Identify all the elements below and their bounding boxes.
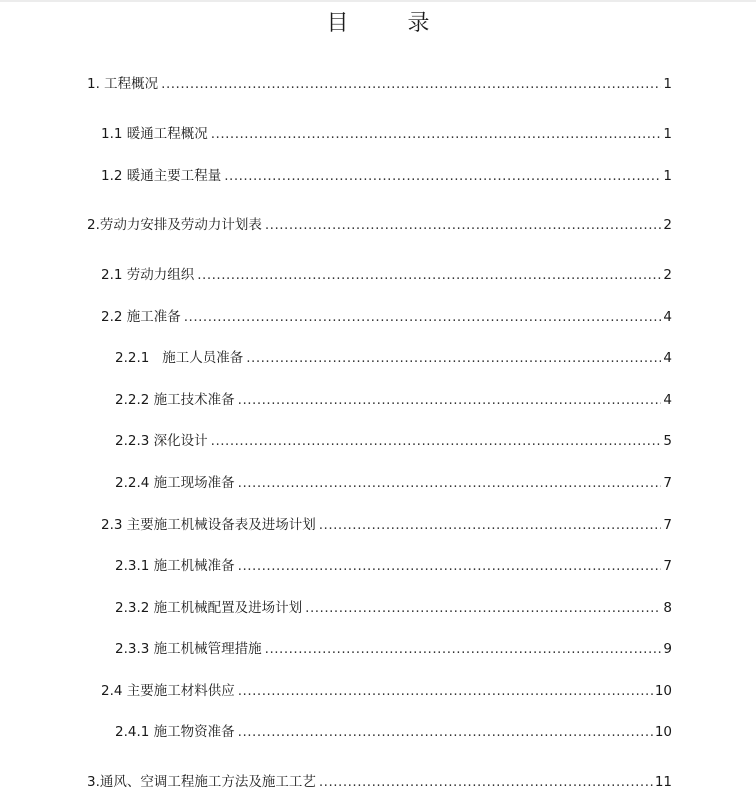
- dot-leader: [211, 124, 662, 144]
- toc-entry-label: 2.3.2 施工机械配置及进场计划: [115, 600, 303, 616]
- toc-entry-label: 3.通风、空调工程施工方法及施工工艺: [87, 774, 316, 790]
- toc-entry-2-2-2[interactable]: [115, 390, 672, 410]
- toc-entry-2-2[interactable]: [101, 307, 672, 327]
- dot-leader: [238, 556, 662, 576]
- dot-leader: [319, 772, 653, 792]
- dot-leader: [265, 639, 662, 659]
- toc-entry-label: 1.1 暖通工程概况: [101, 126, 208, 142]
- toc-entry-label: 2.3 主要施工机械设备表及进场计划: [101, 517, 316, 533]
- toc-entry-page: 7: [663, 558, 672, 574]
- toc-entry-page: 1: [663, 168, 672, 184]
- dot-leader: [305, 598, 661, 618]
- toc-entry-label: 1.2 暖通主要工程量: [101, 168, 222, 184]
- dot-leader: [238, 681, 653, 701]
- toc-entry-page: 7: [663, 475, 672, 491]
- toc-entry-2-2-3[interactable]: [115, 431, 672, 451]
- toc-entry-page: 4: [663, 350, 672, 366]
- toc-entry-2-2-4[interactable]: [115, 473, 672, 493]
- toc-entry-label: 2.2.3 深化设计: [115, 433, 208, 449]
- toc-entry-2-3-3[interactable]: [115, 639, 672, 659]
- toc-entry-label: 2.1 劳动力组织: [101, 267, 195, 283]
- dot-leader: [197, 265, 661, 285]
- toc-entry-2-3[interactable]: [101, 515, 672, 535]
- toc-entry-page: 2: [663, 267, 672, 283]
- toc-entry-label: 2.3.3 施工机械管理措施: [115, 641, 262, 657]
- dot-leader: [224, 166, 661, 186]
- toc-entry-label: 2.2.1 施工人员准备: [115, 350, 244, 366]
- dot-leader: [238, 390, 662, 410]
- toc-entry-page: 5: [663, 433, 672, 449]
- toc-entry-2-4[interactable]: [101, 681, 672, 701]
- toc-entry-page: 7: [663, 517, 672, 533]
- toc-entry-page: 4: [663, 392, 672, 408]
- toc-entry-page: 2: [663, 217, 672, 233]
- toc-entry-label: 2.2.2 施工技术准备: [115, 392, 235, 408]
- toc-entry-2[interactable]: [87, 215, 672, 235]
- dot-leader: [161, 74, 661, 94]
- dot-leader: [319, 515, 662, 535]
- toc-entry-label: 1. 工程概况: [87, 76, 159, 92]
- toc-entry-label: 2.劳动力安排及劳动力计划表: [87, 217, 262, 233]
- toc-entry-2-2-1[interactable]: [115, 348, 672, 368]
- toc-entry-page: 1: [663, 126, 672, 142]
- toc-entry-page: 8: [663, 600, 672, 616]
- dot-leader: [265, 215, 662, 235]
- toc-entry-1-1[interactable]: [101, 124, 672, 144]
- toc-entry-page: 10: [654, 724, 672, 740]
- toc-entry-page: 9: [663, 641, 672, 657]
- toc-entry-label: 2.4 主要施工材料供应: [101, 683, 235, 699]
- toc-entry-label: 2.4.1 施工物资准备: [115, 724, 235, 740]
- toc-entry-2-3-2[interactable]: [115, 598, 672, 618]
- toc-entry-page: 11: [654, 774, 672, 790]
- toc-entry-1[interactable]: [87, 74, 672, 94]
- page-top-border: [0, 0, 756, 2]
- dot-leader: [184, 307, 662, 327]
- toc-entry-2-3-1[interactable]: [115, 556, 672, 576]
- toc-entry-page: 10: [654, 683, 672, 699]
- toc-entry-label: 2.2 施工准备: [101, 309, 181, 325]
- toc-entry-page: 4: [663, 309, 672, 325]
- dot-leader: [238, 473, 662, 493]
- dot-leader: [246, 348, 661, 368]
- dot-leader: [238, 722, 653, 742]
- toc-entry-label: 2.2.4 施工现场准备: [115, 475, 235, 491]
- toc-entry-label: 2.3.1 施工机械准备: [115, 558, 235, 574]
- toc-entry-2-4-1[interactable]: [115, 722, 672, 742]
- toc-entry-2-1[interactable]: [101, 265, 672, 285]
- toc-title: 目 录: [326, 11, 456, 36]
- toc-entry-1-2[interactable]: [101, 166, 672, 186]
- toc-entry-3[interactable]: [87, 772, 672, 792]
- dot-leader: [211, 431, 662, 451]
- toc-entry-page: 1: [663, 76, 672, 92]
